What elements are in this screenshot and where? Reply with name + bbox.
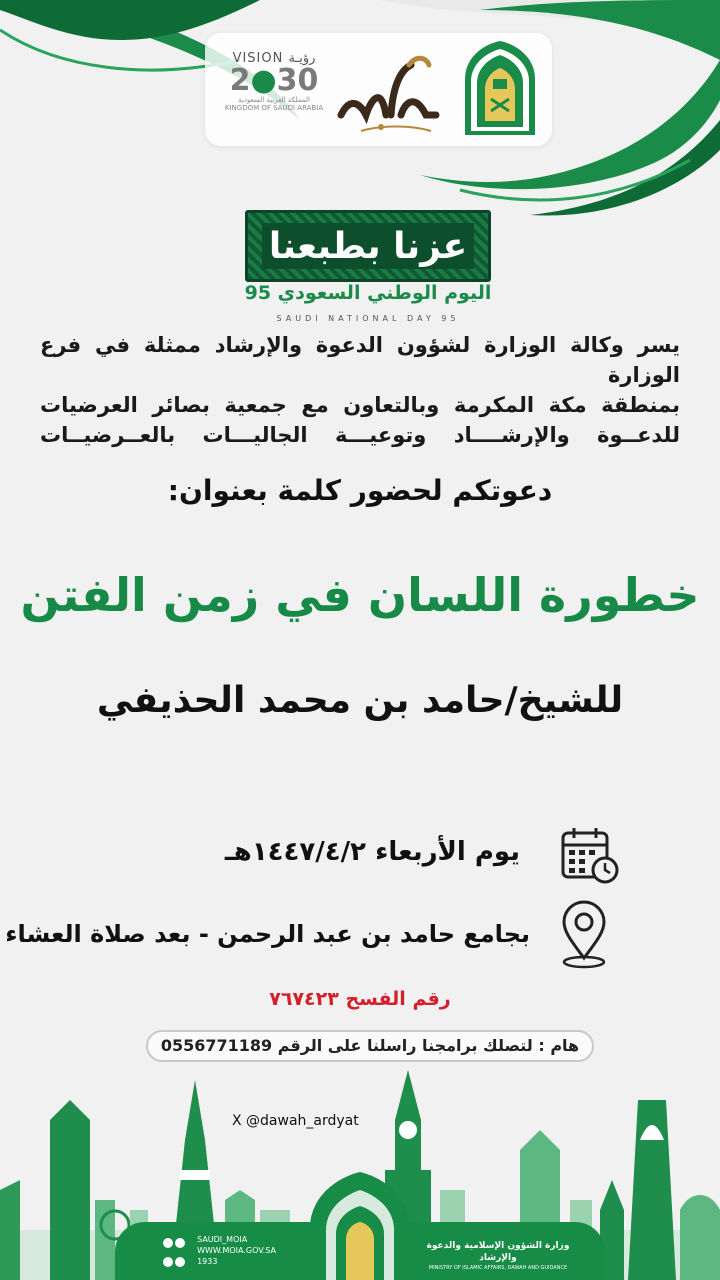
location-row xyxy=(5,898,610,973)
location-pin-icon xyxy=(558,898,610,970)
footer-ministry-en: MINISTRY OF ISLAMIC AFFAIRS, DAWAH AND GUIDANCE xyxy=(428,1265,568,1271)
social-icon[interactable] xyxy=(175,1257,185,1267)
footer-website[interactable]: WWW.MOIA.GOV.SA xyxy=(197,1246,276,1255)
contact-notice: هام : لتصلك برامجنا راسلنا على الرقم 0556771189 xyxy=(146,1030,594,1062)
intro-line: للدعــوة والإرشــــاد وتوعيـــة الجاليـــات بالعــرضيــات xyxy=(40,423,680,447)
location-text: بجامع حامد بن عبد الرحمن - بعد صلاة العشاء xyxy=(5,920,530,948)
vision-top-text: VISION xyxy=(232,51,284,66)
footer-ministry-name xyxy=(408,1240,588,1272)
invite-heading: دعوتكم لحضور كلمة بعنوان: xyxy=(167,474,553,507)
national-day-badge xyxy=(243,210,493,330)
logo-panel xyxy=(205,33,552,146)
social-icons[interactable] xyxy=(162,1234,192,1272)
footer-ministry-ar: وزارة الشؤون الإسلامية والدعوة والإرشاد xyxy=(426,1241,570,1263)
intro-line: بمنطقة مكة المكرمة وبالتعاون مع جمعية بصائر العرضيات xyxy=(40,393,680,417)
footer-contact xyxy=(162,1234,276,1272)
national-day-slogan: عزنا بطبعنا xyxy=(262,223,474,269)
lecture-title: خطورة اللسان في زمن الفتن xyxy=(20,568,700,622)
calendar-clock-icon xyxy=(560,825,620,885)
vision-2030-logo xyxy=(219,51,329,131)
vision-year-b: 30 xyxy=(276,63,319,98)
national-day-banner xyxy=(245,210,491,282)
twitter-handle[interactable]: X @dawah_ardyat xyxy=(232,1113,359,1129)
social-icon[interactable] xyxy=(163,1238,173,1248)
footer-ministry-emblem xyxy=(300,1168,420,1280)
vision-arabic-text: رؤيـة xyxy=(288,51,316,66)
ministry-emblem xyxy=(461,39,539,139)
vision-sub-en: KINGDOM OF SAUDI ARABIA xyxy=(224,104,324,112)
intro-paragraph xyxy=(40,330,680,450)
social-icon[interactable] xyxy=(175,1238,185,1248)
national-day-subtitle: اليوم الوطني السعودي 95 xyxy=(244,282,492,304)
dawah-calligraphy-logo xyxy=(331,45,443,135)
national-day-english: SAUDI NATIONAL DAY 95 xyxy=(276,314,460,323)
footer-handle[interactable]: SAUDI_MOIA xyxy=(197,1235,248,1244)
footer-hotline[interactable]: 1933 xyxy=(197,1257,218,1266)
vision-year-a: 2 xyxy=(229,63,251,98)
vision-sub-ar: المملكة العربية السعودية xyxy=(238,96,310,104)
date-text: يوم الأربعاء ١٤٤٧/٤/٢هـ xyxy=(224,837,520,867)
date-row xyxy=(60,825,620,885)
permit-number: رقم الفسح ٧٦٧٤٢٣ xyxy=(269,988,451,1010)
social-icon[interactable] xyxy=(163,1257,173,1267)
speaker-name: للشيخ/حامد بن محمد الحذيفي xyxy=(96,680,624,721)
intro-line: يسر وكالة الوزارة لشؤون الدعوة والإرشاد ممثلة في فرع الوزارة xyxy=(40,333,680,387)
vision-year: 2●30 xyxy=(229,63,319,98)
